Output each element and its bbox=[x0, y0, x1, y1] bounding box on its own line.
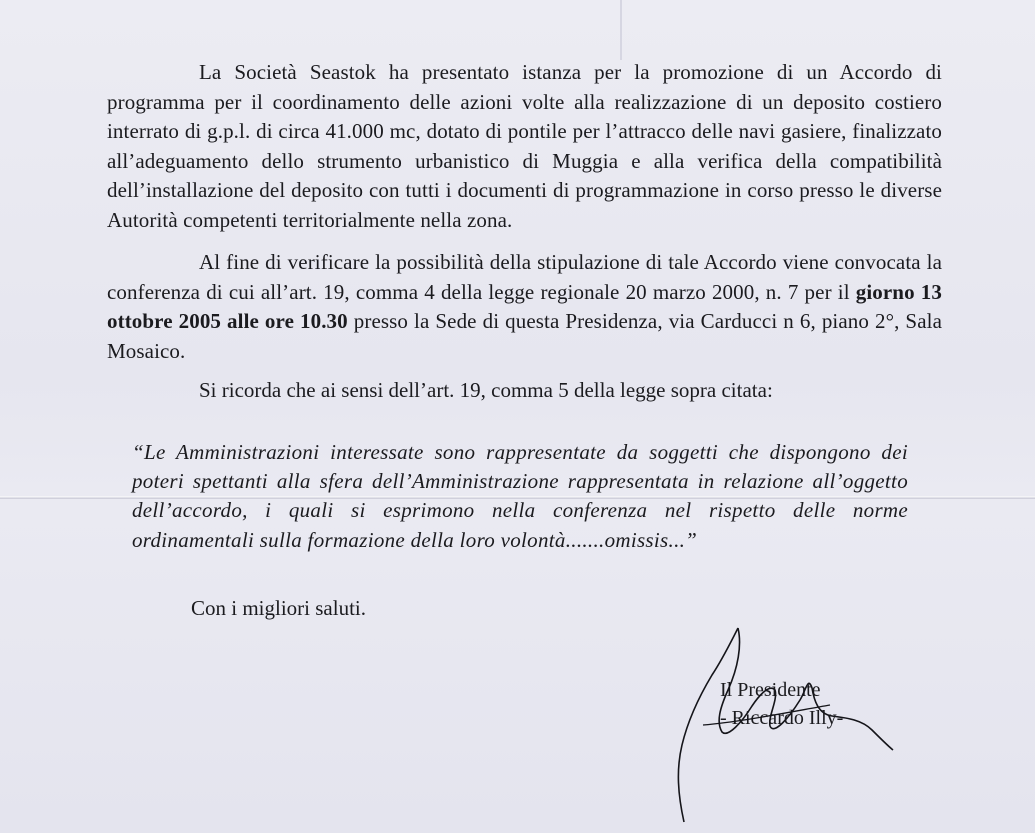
paragraph-reminder: Si ricorda che ai sensi dell’art. 19, comma 5 della legge sopra citata: bbox=[199, 378, 773, 402]
law-quote: “Le Amministrazioni interessate sono rappresentate da soggetti che dispongono dei poteri spettanti alla sfera dell’Amministrazione rappresentata in relazione all’oggetto dell’accordo, i quali si esprimono nella conferenza nel rispetto delle norme ordinamentali sulla formazione della loro volontà.......omissis...” bbox=[132, 440, 908, 552]
signature-title: Il Presidente bbox=[720, 679, 821, 701]
paragraph-request: La Società Seastok ha presentato istanza per la promozione di un Accordo di programma per il coordinamento delle azioni volte alla realizzazione di un deposito costiero interrato di g.p.l. di circa 41.000 mc, dotato di pontile per l’attracco delle navi gasiere, finalizzato all’adeguamento dello strumento urbanistico di Muggia e alla verifica della compatibilità dell’installazione del deposito con tutti i documenti di programmazione in corso presso le diverse Autorità competenti territorialmente nella zona. bbox=[107, 60, 942, 232]
signature-name: - Riccardo Illy- bbox=[720, 707, 844, 729]
convocation-text-end: presso la Sede di questa Presidenza, via Carducci n 6, piano 2°, Sala Mosaico. bbox=[107, 309, 942, 363]
convocation-text-start: Al fine di verificare la possibilità della stipulazione di tale Accordo viene convocata la conferenza di cui all’art. 19, comma 4 della legge regionale 20 marzo 2000, n. 7 per il bbox=[107, 250, 942, 304]
closing-greeting: Con i migliori saluti. bbox=[191, 596, 367, 620]
meeting-date: giorno 13 ottobre 2005 alle ore 10.30 bbox=[107, 279, 942, 333]
